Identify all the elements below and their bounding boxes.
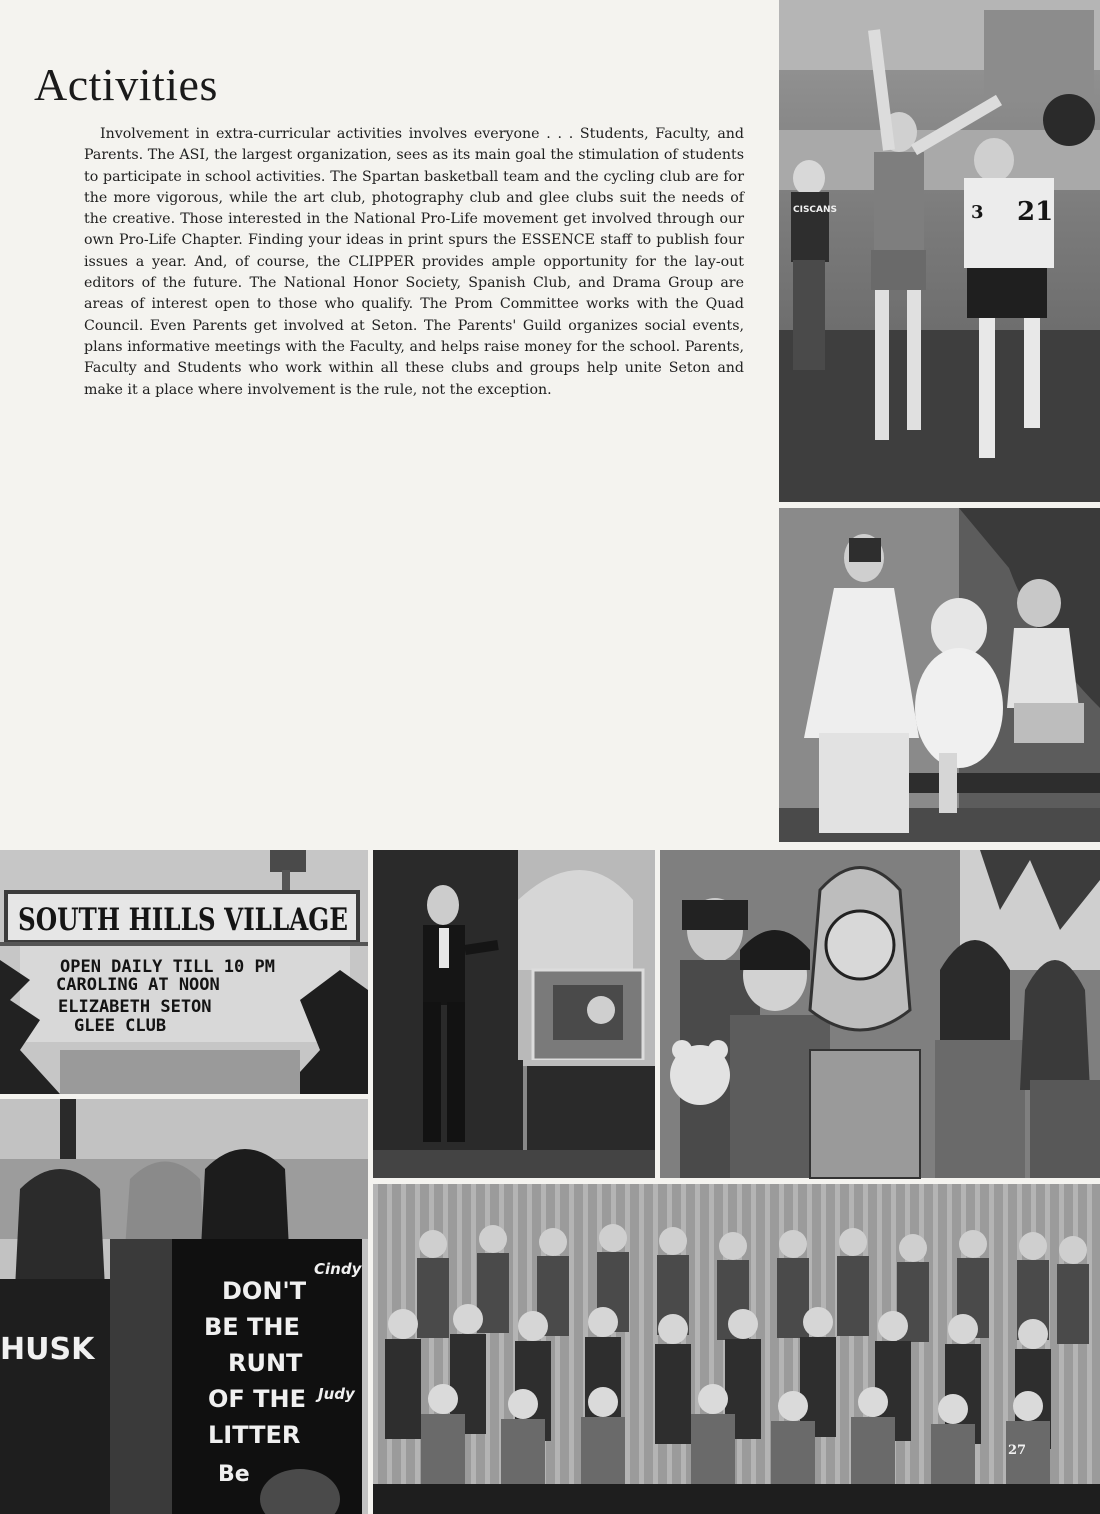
page-number: 27 [1008, 1443, 1027, 1458]
sign-line-4: OF THE [208, 1385, 307, 1413]
speaker-photo [373, 850, 655, 1178]
marquee-line-2: CAROLING AT NOON [56, 975, 220, 995]
drama-play-photo [779, 508, 1100, 842]
mascot-group-photo [660, 850, 1100, 1178]
page-title: Activities [34, 59, 218, 110]
shirt-lettering: HUSK [0, 1332, 95, 1367]
sign-name-2: Judy [318, 1385, 355, 1403]
sign-line-2: BE THE [204, 1313, 300, 1341]
sign-line-3: RUNT [228, 1349, 303, 1377]
jersey-lettering: CISCANS [793, 205, 838, 215]
marquee-sign-photo [0, 850, 368, 1094]
basketball-photo [779, 0, 1100, 502]
glee-club-photo [373, 1184, 1100, 1514]
protest-sign-photo [0, 1099, 368, 1514]
jersey-number: 21 [1017, 197, 1054, 227]
sign-name-1: Cindy [314, 1260, 362, 1278]
marquee-headline: SOUTH HILLS VILLAGE [18, 902, 348, 938]
marquee-line-1: OPEN DAILY TILL 10 PM [60, 957, 275, 977]
activities-paragraph: Involvement in extra-curricular activities involves everyone . . . Students, Faculty, and Parents. The ASI, the largest organization, sees as its main goal the stimulation of students to participate in school activities. The Spartan basketball team and the cycling club are for the more vigorous, while the art club, photography club and glee clubs suit the needs of the creative. Those interested in the National Pro-Life movement get involved through our own Pro-Life Chapter. Finding your ideas in print spurs the ESSENCE staff to publish four issues a year. And, of course, the CLIPPER provides ample opportunity for the lay-out editors of the future. The National Honor Society, Spanish Club, and Drama Group are areas of interest open to those who qualify. The Prom Committee works with the Quad Council. Even Parents get involved at Seton. The Parents' Guild organizes social events, plans informative meetings with the Faculty, and helps raise money for the school. Parents, Faculty and Students who work within all these clubs and groups help unite Seton and make it a place where involvement is the rule, not the exception. [84, 126, 744, 398]
marquee-line-4: GLEE CLUB [74, 1016, 167, 1036]
sign-line-5: LITTER [208, 1421, 301, 1449]
sign-line-1: DON'T [222, 1277, 307, 1305]
sign-line-6: Be [218, 1462, 250, 1487]
marquee-line-3: ELIZABETH SETON [58, 997, 212, 1017]
jersey-number-side: 3 [971, 202, 984, 223]
